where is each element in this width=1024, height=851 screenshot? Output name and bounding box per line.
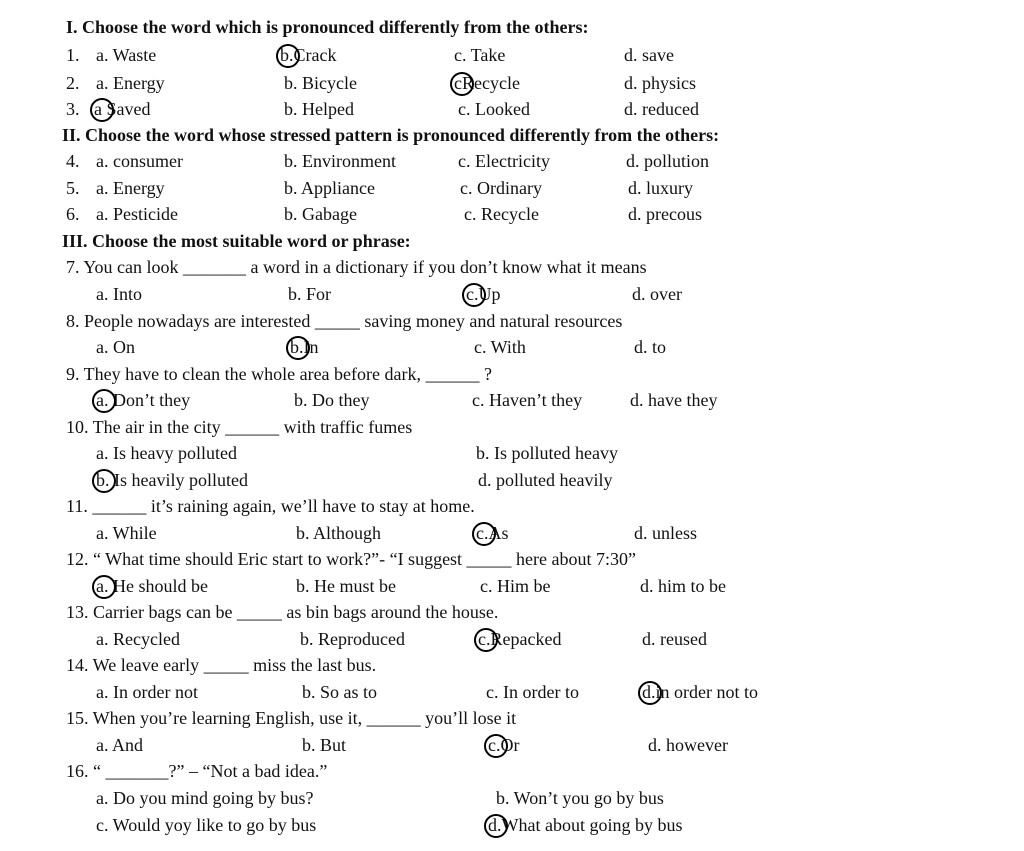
q1-option-a: a. Waste xyxy=(96,45,157,65)
q6-number: 6. xyxy=(66,204,80,224)
q3-option-b: b. Helped xyxy=(284,99,354,119)
answer-circle: b. xyxy=(290,337,304,357)
q12-option-a-text: He should be xyxy=(113,576,208,596)
q15-option-d: d. however xyxy=(648,735,728,755)
q13-stem: 13. Carrier bags can be _____ as bin bags around the house. xyxy=(66,602,499,622)
answer-circle: c. xyxy=(466,284,479,304)
q16-option-d xyxy=(488,814,682,836)
q13-option-b: b. Reproduced xyxy=(300,629,405,649)
q15-stem: 15. When you’re learning English, use it, ______ you’ll lose it xyxy=(66,708,517,728)
q6-option-a: a. Pesticide xyxy=(96,204,178,224)
q11-option-c-text: As xyxy=(488,523,509,543)
q9-option-a xyxy=(96,389,190,411)
q13-option-a: a. Recycled xyxy=(96,629,180,649)
answer-circle: c. xyxy=(488,735,501,755)
q3-option-a xyxy=(94,98,151,120)
q9-option-d: d. have they xyxy=(630,390,718,410)
q9-option-b: b. Do they xyxy=(294,390,370,410)
q4-option-a: a. consumer xyxy=(96,151,183,171)
q14-option-a: a. In order not xyxy=(96,682,198,702)
q11-option-d: d. unless xyxy=(634,523,697,543)
q11-option-b: b. Although xyxy=(296,523,382,543)
section-2-heading: II. Choose the word whose stressed pattern is pronounced differently from the others: xyxy=(62,125,720,145)
q3-option-c: c. Looked xyxy=(458,99,530,119)
q7-option-a: a. Into xyxy=(96,284,142,304)
q4-number: 4. xyxy=(66,151,80,171)
q7-option-c xyxy=(466,283,501,305)
q16-option-d-text: What about going by bus xyxy=(501,815,683,835)
q8-option-b-text: In xyxy=(303,337,319,357)
q10-stem: 10. The air in the city ______ with traffic fumes xyxy=(66,417,413,437)
q6-option-d: d. precous xyxy=(628,204,702,224)
q12-option-b: b. He must be xyxy=(296,576,396,596)
q2-number: 2. xyxy=(66,73,80,93)
q13-option-c-text: Repacked xyxy=(490,629,562,649)
q5-number: 5. xyxy=(66,178,80,198)
q14-stem: 14. We leave early _____ miss the last bus. xyxy=(66,655,377,675)
q6-option-c: c. Recycle xyxy=(464,204,539,224)
q2-option-d: d. physics xyxy=(624,73,696,93)
q15-option-a: a. And xyxy=(96,735,143,755)
q12-option-d: d. him to be xyxy=(640,576,726,596)
q16-option-b: b. Won’t you go by bus xyxy=(496,788,664,808)
answer-circle: c. xyxy=(476,523,489,543)
q1-option-b xyxy=(280,44,336,66)
q2-option-c-text: Recycle xyxy=(462,73,520,93)
q4-option-c: c. Electricity xyxy=(458,151,550,171)
q14-option-d-text: in order not to xyxy=(655,682,758,702)
q14-option-c: c. In order to xyxy=(486,682,579,702)
q12-option-c: c. Him be xyxy=(480,576,551,596)
answer-circle: a. xyxy=(96,576,109,596)
q10-option-c-text: Is heavily polluted xyxy=(114,470,248,490)
q10-option-d: d. polluted heavily xyxy=(478,470,613,490)
q7-option-c-text: Up xyxy=(478,284,501,304)
q8-stem: 8. People nowadays are interested _____ saving money and natural resources xyxy=(66,311,623,331)
q16-stem: 16. “ _______?” – “Not a bad idea.” xyxy=(66,761,328,781)
answer-circle: c xyxy=(454,73,462,93)
q2-option-a: a. Energy xyxy=(96,73,165,93)
answer-circle: a xyxy=(94,99,102,119)
q15-option-b: b. But xyxy=(302,735,347,755)
q14-option-d xyxy=(642,681,758,703)
q1-number: 1. xyxy=(66,45,80,65)
q9-stem: 9. They have to clean the whole area before dark, ______ ? xyxy=(66,364,492,384)
q4-option-d: d. pollution xyxy=(626,151,710,171)
q4-option-b: b. Environment xyxy=(284,151,396,171)
q8-option-a: a. On xyxy=(96,337,135,357)
q8-option-c: c. With xyxy=(474,337,526,357)
q13-option-c xyxy=(478,628,561,650)
q1-option-c: c. Take xyxy=(454,45,506,65)
q16-option-c: c. Would yoy like to go by bus xyxy=(96,815,317,835)
answer-circle: b. xyxy=(96,470,110,490)
q3-option-a-text: Saved xyxy=(106,99,151,119)
q16-option-a: a. Do you mind going by bus? xyxy=(96,788,314,808)
q5-option-a: a. Energy xyxy=(96,178,165,198)
q3-option-d: d. reduced xyxy=(624,99,699,119)
q9-option-a-text: Don’t they xyxy=(113,390,191,410)
q2-option-b: b. Bicycle xyxy=(284,73,357,93)
q14-option-b: b. So as to xyxy=(302,682,378,702)
q15-option-c-text: Or xyxy=(500,735,520,755)
q5-option-d: d. luxury xyxy=(628,178,693,198)
q5-option-b: b. Appliance xyxy=(284,178,375,198)
q10-option-a: a. Is heavy polluted xyxy=(96,443,237,463)
q7-option-b: b. For xyxy=(288,284,332,304)
q6-option-b: b. Gabage xyxy=(284,204,357,224)
q7-option-d: d. over xyxy=(632,284,682,304)
section-1-heading: I. Choose the word which is pronounced differently from the others: xyxy=(66,17,589,37)
q8-option-d: d. to xyxy=(634,337,667,357)
q2-option-c xyxy=(454,72,520,94)
answer-circle: d. xyxy=(642,682,656,702)
q1-option-b-text: Crack xyxy=(293,45,337,65)
answer-circle: b. xyxy=(280,45,294,65)
q8-option-b xyxy=(290,336,319,358)
q11-option-c xyxy=(476,522,509,544)
q5-option-c: c. Ordinary xyxy=(460,178,542,198)
section-3-heading: III. Choose the most suitable word or phrase: xyxy=(62,231,411,251)
q12-option-a xyxy=(96,575,208,597)
q3-number: 3. xyxy=(66,99,80,119)
q1-option-d: d. save xyxy=(624,45,674,65)
q9-option-c: c. Haven’t they xyxy=(472,390,583,410)
answer-circle: c. xyxy=(478,629,491,649)
q12-stem: 12. “ What time should Eric start to work?”- “I suggest _____ here about 7:30” xyxy=(66,549,637,569)
answer-circle: a. xyxy=(96,390,109,410)
q11-option-a: a. While xyxy=(96,523,157,543)
q11-stem: 11. ______ it’s raining again, we’ll have to stay at home. xyxy=(66,496,475,516)
q10-option-c xyxy=(96,469,248,491)
q7-stem: 7. You can look _______ a word in a dictionary if you don’t know what it means xyxy=(66,257,647,277)
q15-option-c xyxy=(488,734,520,756)
answer-circle: d. xyxy=(488,815,502,835)
q13-option-d: d. reused xyxy=(642,629,707,649)
q10-option-b: b. Is polluted heavy xyxy=(476,443,618,463)
